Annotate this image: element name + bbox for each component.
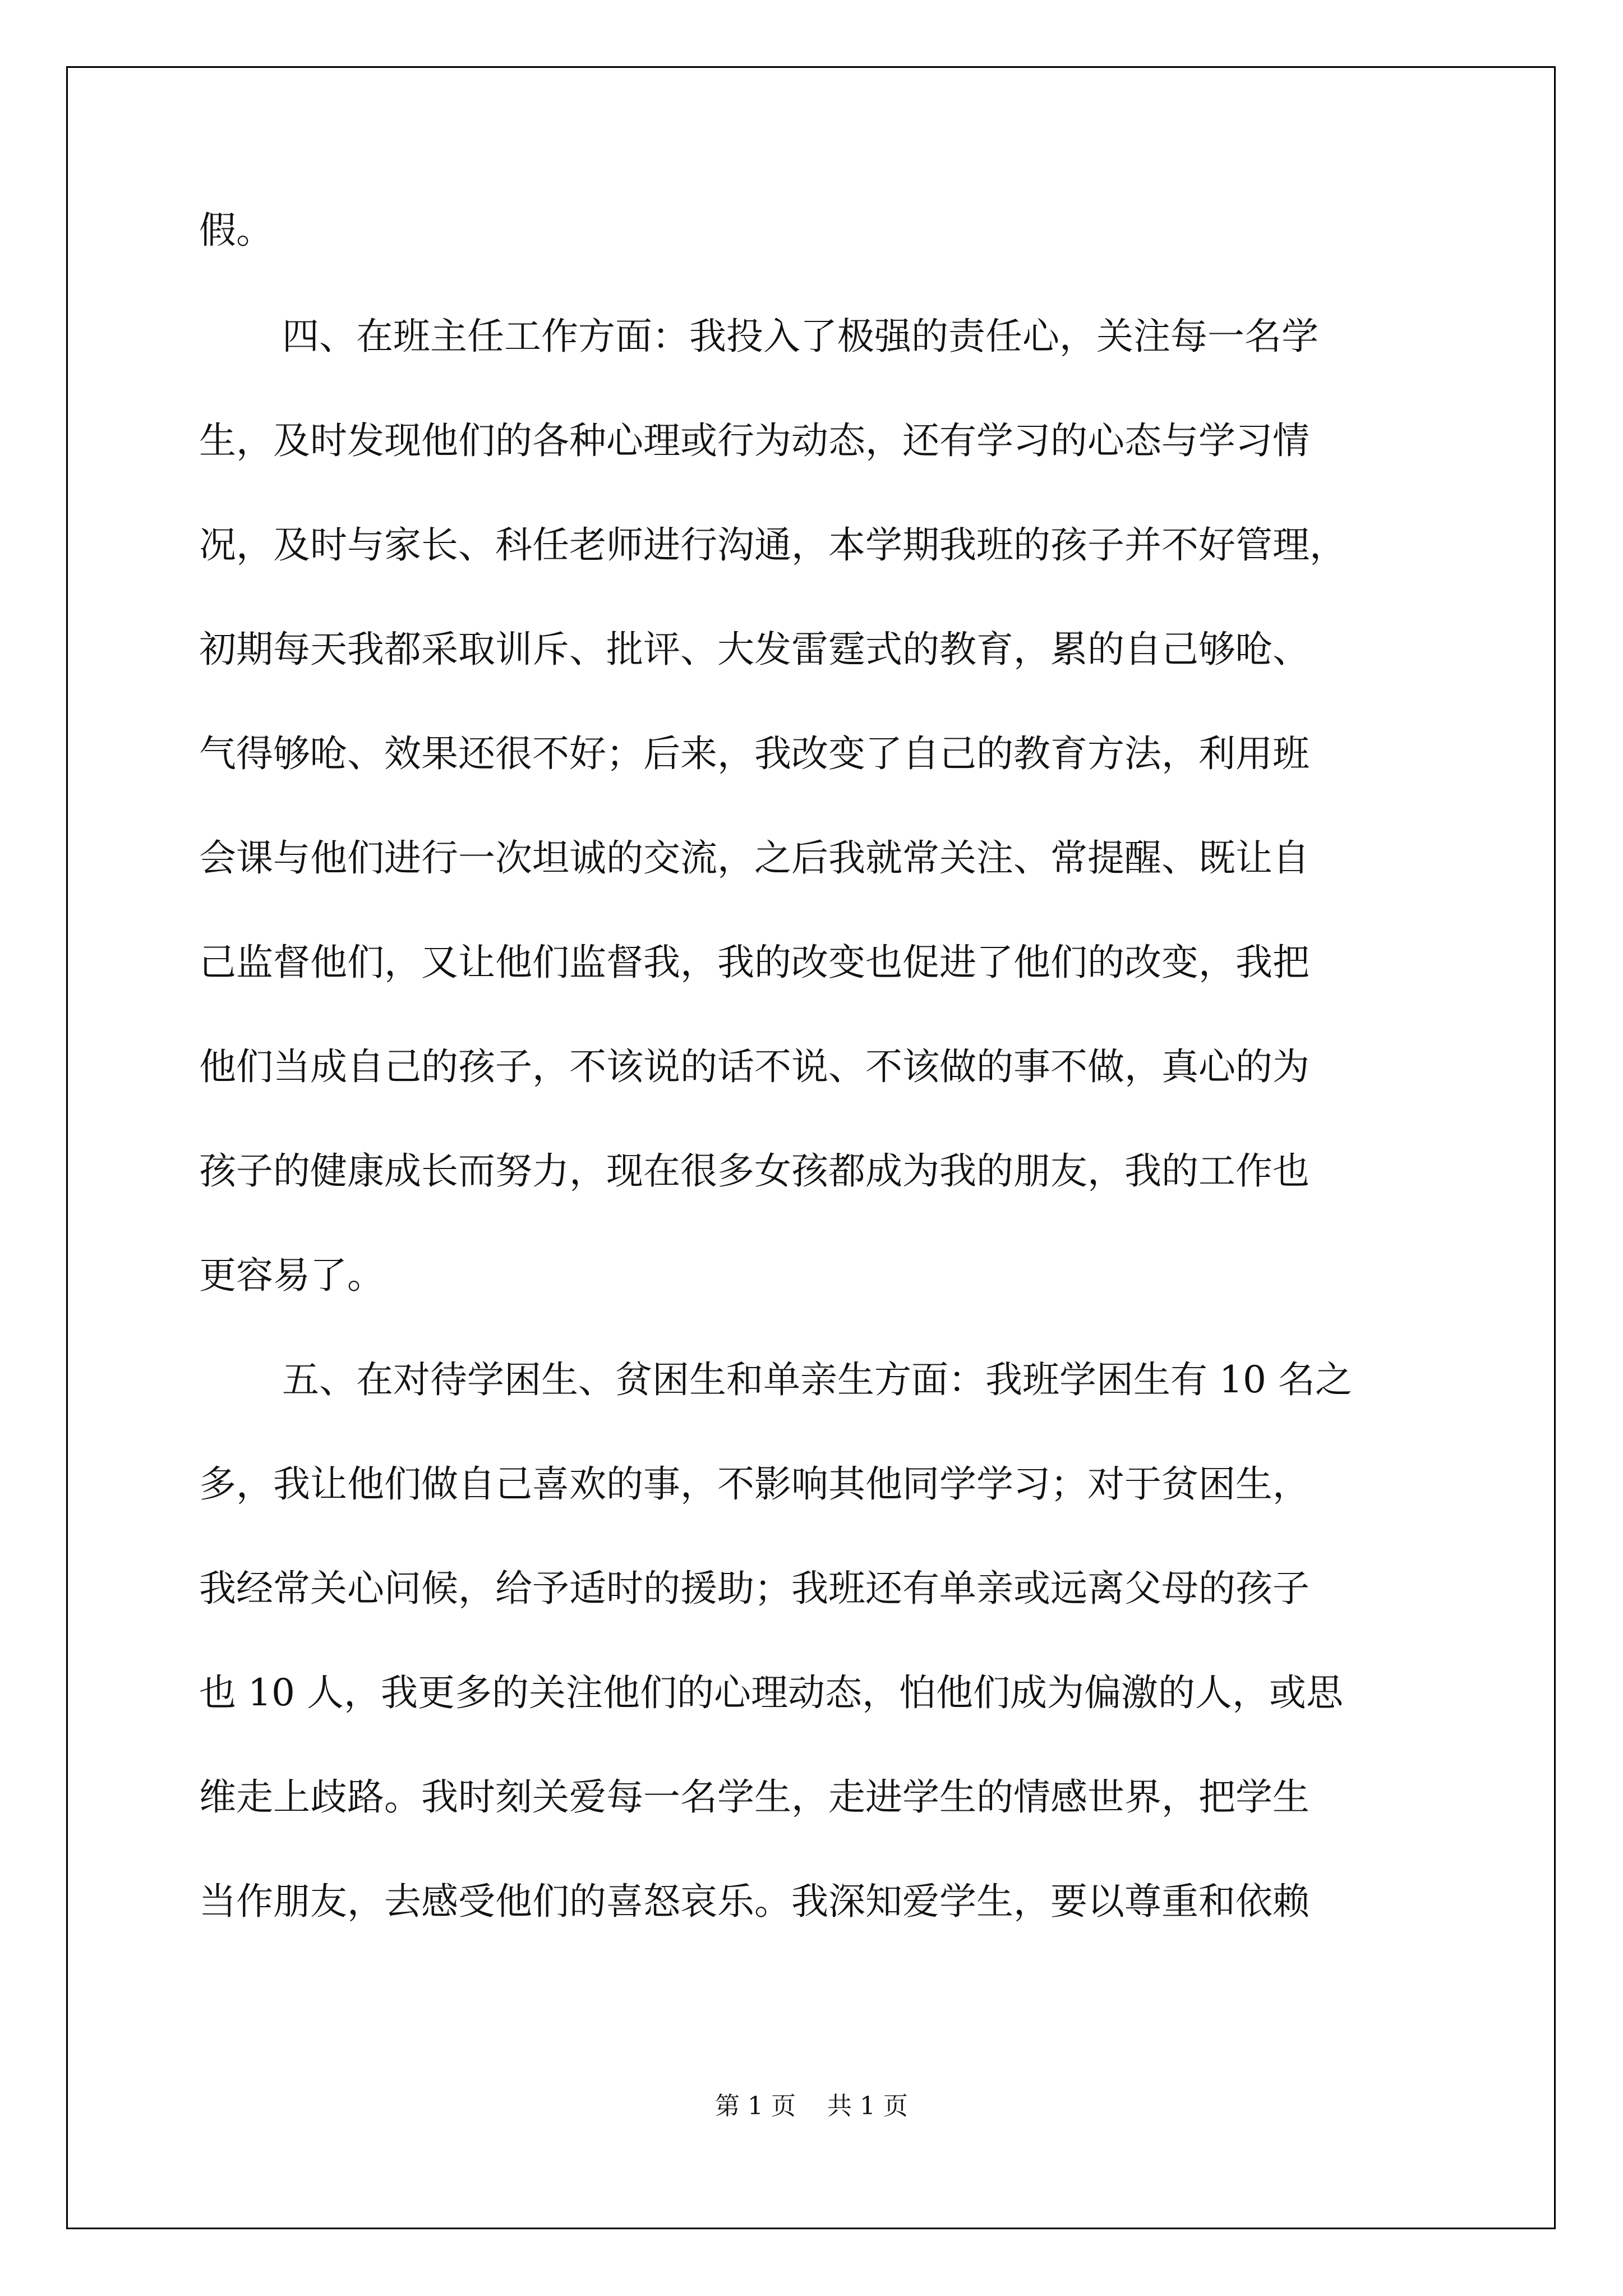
paragraph-4-line-8: 他们当成自己的孩子，不该说的话不说、不该做的事不做，真心的为 (199, 1045, 1310, 1088)
paragraph-4-line-5: 气得够呛、效果还很不好；后来，我改变了自己的教育方法，利用班 (199, 732, 1310, 775)
paragraph-4-line-4: 初期每天我都采取训斥、批评、大发雷霆式的教育，累的自己够呛、 (199, 628, 1310, 671)
paragraph-5-line-3: 我经常关心问候，给予适时的援助；我班还有单亲或远离父母的孩子 (199, 1567, 1310, 1610)
paragraph-5-line-1: 五、在对待学困生、贫困生和单亲生方面：我班学困生有 10 名之 (282, 1358, 1352, 1401)
paragraph-5-line-6: 当作朋友，去感受他们的喜怒哀乐。我深知爱学生，要以尊重和依赖 (199, 1880, 1310, 1923)
paragraph-4-line-6: 会课与他们进行一次坦诚的交流，之后我就常关注、常提醒、既让自 (199, 836, 1310, 880)
paragraph-4-line-10: 更容易了。 (199, 1254, 384, 1297)
text-line-continuation: 假。 (199, 209, 273, 252)
paragraph-5-line-5: 维走上歧路。我时刻关爱每一名学生，走进学生的情感世界，把学生 (199, 1775, 1310, 1819)
paragraph-5-line-2: 多，我让他们做自己喜欢的事，不影响其他同学学习；对于贫困生， (199, 1462, 1310, 1506)
paragraph-4-line-1: 四、在班主任工作方面：我投入了极强的责任心，关注每一名学 (282, 315, 1318, 358)
page-footer: 第 1 页 共 1 页 (715, 2092, 908, 2120)
paragraph-5-line-4: 也 10 人，我更多的关注他们的心理动态，怕他们成为偏激的人，或思 (199, 1671, 1343, 1714)
paragraph-4-line-7: 己监督他们，又让他们监督我，我的改变也促进了他们的改变，我把 (199, 941, 1310, 984)
paragraph-4-line-2: 生，及时发现他们的各种心理或行为动态，还有学习的心态与学习情 (199, 419, 1310, 462)
paragraph-4-line-3: 况，及时与家长、科任老师进行沟通，本学期我班的孩子并不好管理， (199, 523, 1347, 567)
paragraph-4-line-9: 孩子的健康成长而努力，现在很多女孩都成为我的朋友，我的工作也 (199, 1149, 1310, 1193)
